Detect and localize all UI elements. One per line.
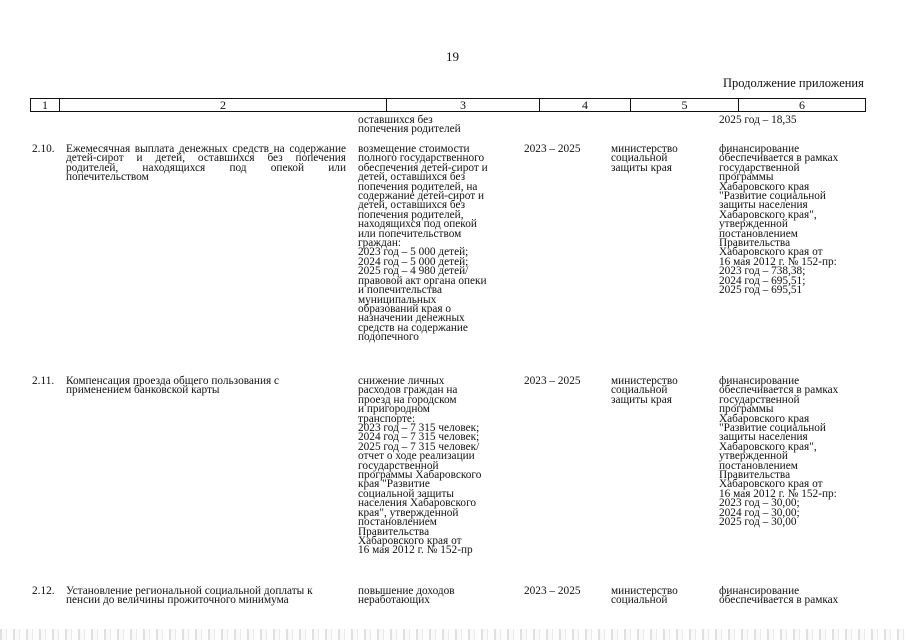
row-number: 2.10. xyxy=(32,143,55,155)
header-col-4: 4 xyxy=(540,99,631,111)
carryover-financing: 2025 год – 18,35 xyxy=(719,114,797,126)
row-financing: финансирование обеспечивается в рамках государственной программы Хабаровского края "Развитие социальной защиты населения Хабаровского края", утвержденной постановлением Правительства Хабаровского края от 16 мая 2012 г. № 152-пр: 2023 год – 738,38; 2024 год – 695,51; 2025 год – 695,51 xyxy=(719,143,839,297)
row-result: повышение доходов неработающих xyxy=(358,585,455,607)
page-number: 19 xyxy=(446,49,459,64)
row-financing: финансирование обеспечивается в рамках xyxy=(719,585,839,607)
header-col-6: 6 xyxy=(799,98,805,112)
carryover-result: оставшихся без попечения родителей xyxy=(358,114,461,136)
row-number: 2.12. xyxy=(32,585,55,597)
row-period: 2023 – 2025 xyxy=(524,585,581,597)
continuation-label: Продолжение приложения xyxy=(723,76,864,90)
scan-artifact xyxy=(0,629,905,640)
header-col-5: 5 xyxy=(631,99,739,111)
row-measure: Компенсация проезда общего пользования с применением банковской карты xyxy=(66,375,280,397)
row-number: 2.11. xyxy=(32,375,55,387)
row-period: 2023 – 2025 xyxy=(524,143,581,155)
row-executor: министерство социальной защиты края xyxy=(611,143,678,174)
row-result: снижение личных расходов граждан на проезд на городском и пригородном транспорте: 2023 год – 7 315 человек; 2024 год – 7 315 человек; 2025 год – 7 315 человек/ отчет о ходе реализации государственной программы Хабаровского края "Развитие социальной защиты населения Хабаровского края", утвержденной постановлением Правительства Хабаровского края от 16 мая 2012 г. № 152-пр xyxy=(358,375,482,557)
row-measure: Ежемесячная выплата денежных средств на содержание детей-сирот и детей, оставшихся без попечения родителей, находящихся под опекой или попечительством xyxy=(66,143,346,184)
row-result: возмещение стоимости полного государственного обеспечения детей-сирот и детей, оставшихся без попечения родителей, на содержание детей-сирот и детей, оставшихся без попечения родителей, находящихся под опекой или попечительством граждан: 2023 год – 5 000 детей; 2024 год – 5 000 детей; 2025 год – 4 980 детей/ правовой акт органа опеки и попечительства муниципальных образований края о назначении денежных средств на содержание подопечного xyxy=(358,143,488,344)
row-executor: министерство социальной защиты края xyxy=(611,375,678,406)
header-col-2: 2 xyxy=(60,99,387,111)
header-col-3: 3 xyxy=(387,99,540,111)
row-measure: Установление региональной социальной доплаты к пенсии до величины прожиточного минимума xyxy=(66,585,313,607)
row-executor: министерство социальной xyxy=(611,585,678,607)
row-financing: финансирование обеспечивается в рамках государственной программы Хабаровского края "Развитие социальной защиты населения Хабаровского края", утвержденной постановлением Правительства Хабаровского края от 16 мая 2012 г. № 152-пр: 2023 год – 30,00; 2024 год – 30,00; 2025 год – 30,00 xyxy=(719,375,839,529)
row-period: 2023 – 2025 xyxy=(524,375,581,387)
header-col-1: 1 xyxy=(31,99,60,111)
table-header xyxy=(30,98,866,112)
